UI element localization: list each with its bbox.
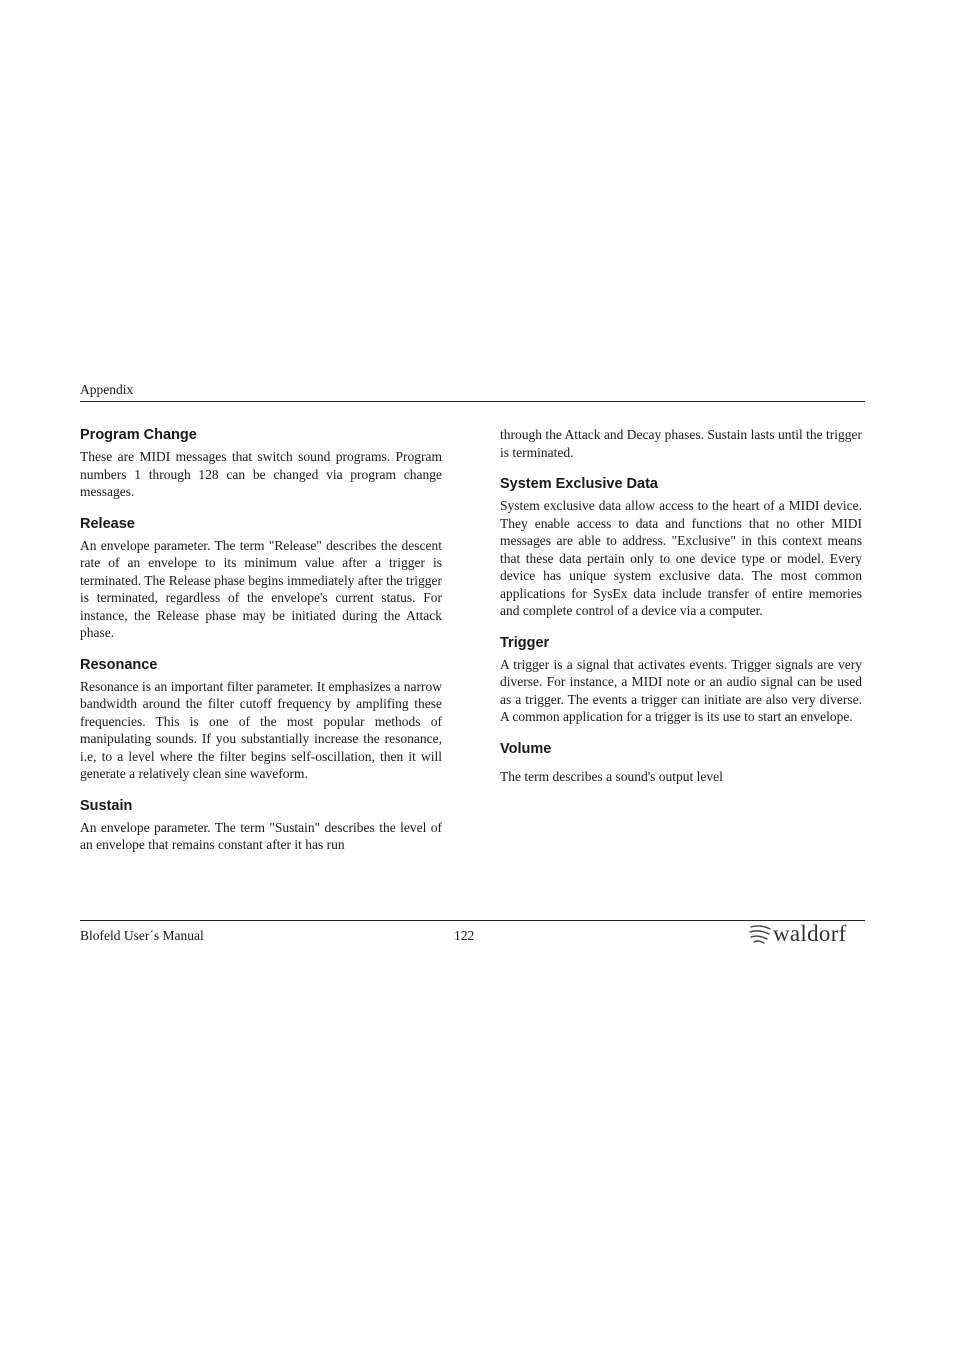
entry-text: System exclusive data allow access to the heart of a MIDI device. They enable access to data and functions that no other MIDI messages are able to address. "Exclusive" in this context means that these data pertain only to one device type or model. Every device has unique system exclusive data. The most common applications for SysEx data include transfer of entire memories and complete control of a device via a computer. [500, 498, 862, 618]
waldorf-logo-text: waldorf [773, 921, 847, 946]
glossary-entry-trigger [500, 634, 862, 726]
left-column [80, 426, 442, 868]
glossary-entry-sustain [80, 797, 442, 854]
entry-text: The term describes a sound's output level [500, 768, 723, 784]
glossary-entry-program-change [80, 426, 442, 501]
entry-title: System Exclusive Data [500, 476, 658, 492]
glossary-entry-resonance [80, 656, 442, 783]
entry-text: These are MIDI messages that switch sound programs. Program numbers 1 through 128 can be changed via program change messages. [80, 449, 442, 499]
entry-text: An envelope parameter. The term "Sustain" describes the level of an envelope that remains constant after it has run [80, 819, 442, 852]
entry-title: Sustain [80, 797, 133, 814]
waldorf-logo [748, 920, 847, 948]
glossary-entry-release [80, 515, 442, 642]
entry-text: An envelope parameter. The term "Release" describes the descent rate of an envelope to its minimum value after a trigger is terminated. The Release phase begins immediately after the trigger is terminated, regardless of the envelope's current status. For instance, the Release phase may be initiated during the Attack phase. [80, 537, 442, 640]
header-section-label: Appendix [80, 382, 134, 397]
entry-text: Resonance is an important filter parameter. It emphasizes a narrow bandwidth around the filter cutoff frequency by amplifing these frequencies. This is one of the most popular methods of manipulating sounds. If you substantially increase the resonance, i.e, to a level where the filter begins self-oscillation, then it will generate a relatively clean sine waveform. [80, 678, 442, 781]
entry-title: Volume [500, 740, 552, 757]
page-number: 122 [454, 928, 475, 943]
entry-title: Resonance [80, 656, 158, 673]
glossary-entry-volume [500, 740, 862, 786]
entry-title: Program Change [80, 427, 197, 443]
entry-title: Release [80, 515, 135, 532]
glossary-entry-system-exclusive-data [500, 475, 862, 620]
sustain-continuation-text: through the Attack and Decay phases. Sustain lasts until the trigger is terminated. [500, 427, 862, 460]
header-rule [80, 401, 865, 402]
footer-manual-title: Blofeld User´s Manual [80, 928, 204, 943]
entry-title: Trigger [500, 634, 550, 651]
right-column [500, 426, 862, 799]
entry-text: A trigger is a signal that activates events. Trigger signals are very diverse. For instance, a MIDI note or an audio signal can be used as a trigger. The events a trigger can initiate are also very diverse. A common application for a trigger is its use to start an envelope. [500, 656, 862, 724]
waldorf-swirl-icon [748, 923, 772, 945]
